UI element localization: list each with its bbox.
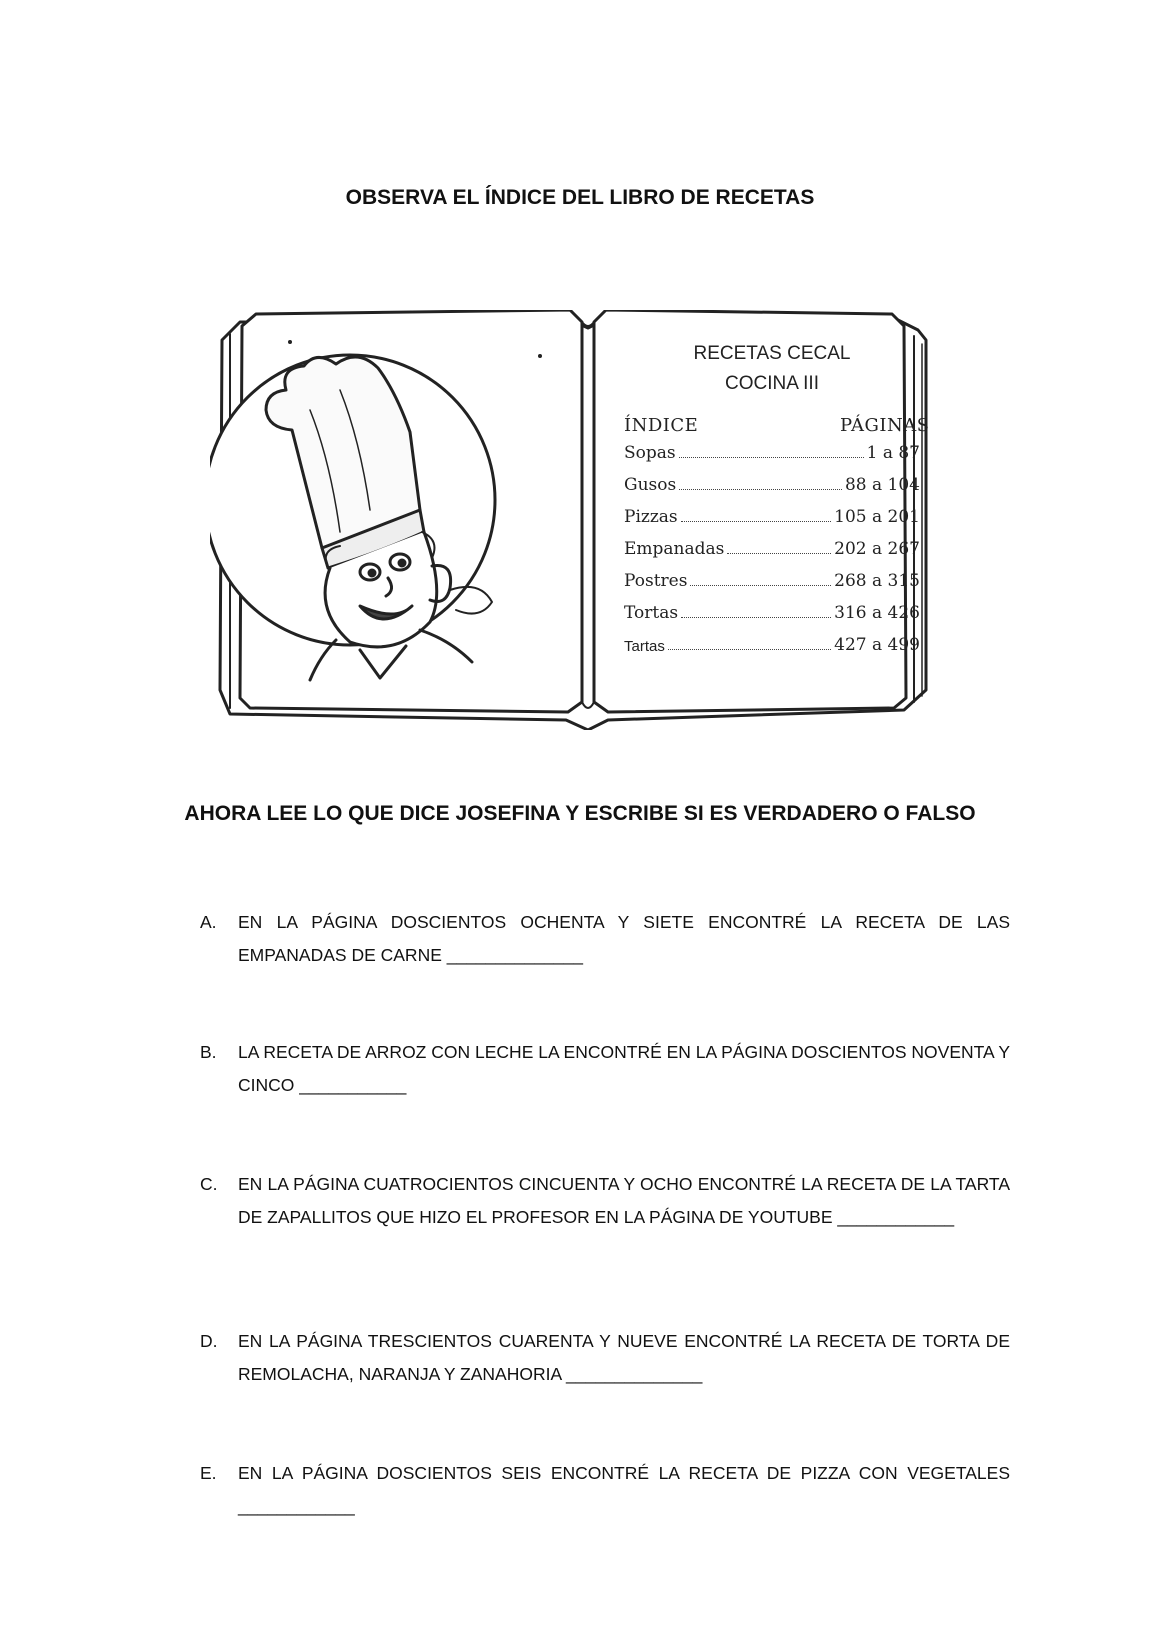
- index-entry-pages: 202 a 267: [834, 539, 920, 559]
- index-entry-label: Tortas: [624, 603, 679, 623]
- question-letter: B.: [200, 1042, 217, 1062]
- index-entry-label: Pizzas: [624, 507, 678, 527]
- question-item: [200, 906, 1010, 972]
- question-text: LA RECETA DE ARROZ CON LECHE LA ENCONTRÉ EN LA PÁGINA DOSCIENTOS NOVENTA Y CINCO ___________: [238, 1042, 1010, 1095]
- question-item: [200, 1168, 1010, 1234]
- index-entry-label: Postres: [624, 571, 688, 591]
- question-letter: E.: [200, 1463, 217, 1483]
- index-column-header: ÍNDICE: [624, 415, 699, 436]
- question-text: EN LA PÁGINA DOSCIENTOS OCHENTA Y SIETE ENCONTRÉ LA RECETA DE LAS EMPANADAS DE CARNE ______________: [238, 912, 1010, 965]
- index-entry: [624, 561, 920, 591]
- question-item: [200, 1036, 1010, 1102]
- index-entry: [624, 433, 920, 463]
- index-entry-label: Gusos: [624, 475, 677, 495]
- book-heading-line2: COCINA III: [725, 373, 819, 394]
- index-entry-pages: 316 a 426: [834, 603, 920, 623]
- instructions-title: AHORA LEE LO QUE DICE JOSEFINA Y ESCRIBE SI ES VERDADERO O FALSO: [184, 802, 976, 825]
- question-text: EN LA PÁGINA DOSCIENTOS SEIS ENCONTRÉ LA RECETA DE PIZZA CON VEGETALES ____________: [238, 1463, 1010, 1516]
- pages-column-header: PÁGINAS: [840, 415, 930, 436]
- index-entry: [624, 625, 920, 655]
- index-entry: [624, 497, 920, 527]
- question-letter: C.: [200, 1174, 218, 1194]
- index-entry-label: Sopas: [624, 443, 676, 463]
- index-entry-pages: 1 a 87: [866, 443, 920, 463]
- question-item: [200, 1325, 1010, 1391]
- index-entry-pages: 427 a 499: [834, 635, 920, 655]
- index-entry: [624, 593, 920, 623]
- question-letter: A.: [200, 912, 217, 932]
- index-entry-label: Empanadas: [624, 539, 725, 559]
- question-letter: D.: [200, 1331, 218, 1351]
- index-entry-pages: 268 a 315: [834, 571, 920, 591]
- page-title: OBSERVA EL ÍNDICE DEL LIBRO DE RECETAS: [345, 186, 815, 209]
- book-heading-line1: RECETAS CECAL: [693, 343, 851, 364]
- index-entry-label: Tartas: [624, 638, 665, 655]
- index-entry: [624, 465, 920, 495]
- index-entry: [624, 529, 920, 559]
- question-text: EN LA PÁGINA TRESCIENTOS CUARENTA Y NUEVE ENCONTRÉ LA RECETA DE TORTA DE REMOLACHA, NARANJA Y ZANAHORIA ______________: [238, 1331, 1010, 1384]
- index-entry-pages: 105 a 201: [834, 507, 920, 527]
- index-entry-pages: 88 a 104: [844, 475, 920, 495]
- question-item: [200, 1457, 1010, 1523]
- question-text: EN LA PÁGINA CUATROCIENTOS CINCUENTA Y OCHO ENCONTRÉ LA RECETA DE LA TARTA DE ZAPALLITOS QUE HIZO EL PROFESOR EN LA PÁGINA DE YOUTUBE ____________: [238, 1174, 1010, 1227]
